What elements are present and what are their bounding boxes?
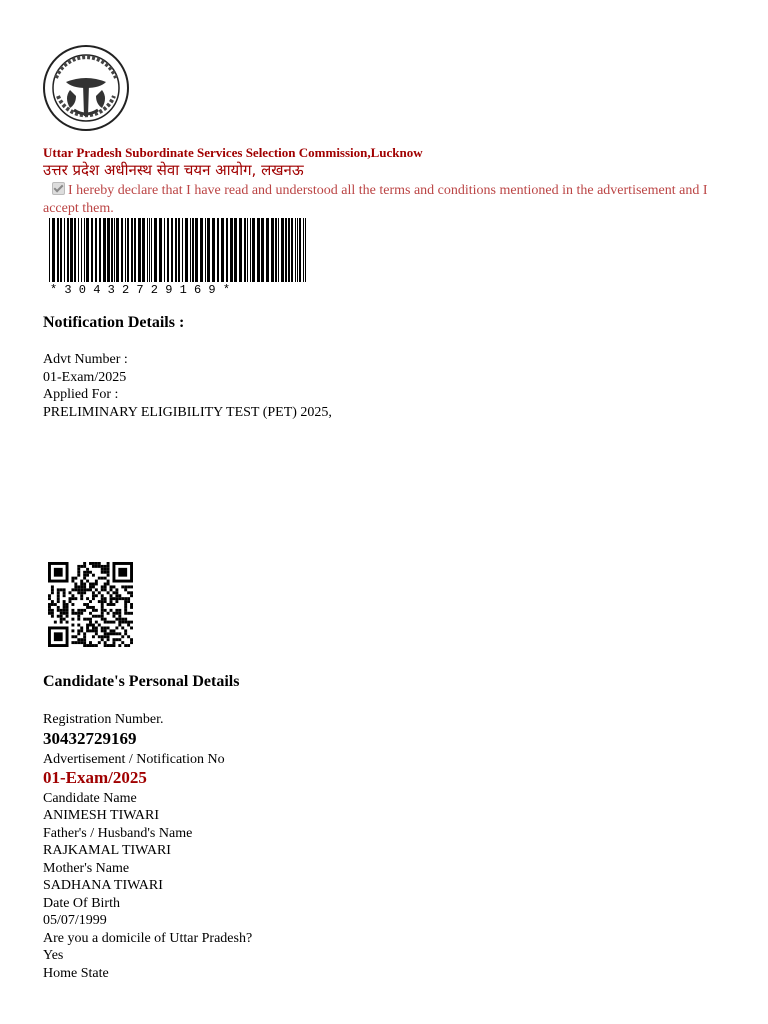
mother-name-value: SADHANA TIWARI bbox=[43, 878, 163, 893]
advt-number-value: 01-Exam/2025 bbox=[43, 370, 127, 385]
personal-details-heading: Candidate's Personal Details bbox=[43, 673, 240, 690]
dob-value: 05/07/1999 bbox=[43, 913, 107, 928]
declaration bbox=[43, 182, 733, 218]
org-name-hindi: उत्तर प्रदेश अधीनस्थ सेवा चयन आयोग, लखनऊ bbox=[43, 161, 304, 179]
notification-heading: Notification Details : bbox=[43, 314, 185, 331]
domicile-value: Yes bbox=[43, 948, 64, 963]
advt-number-label: Advt Number : bbox=[43, 352, 128, 367]
candidate-name-label: Candidate Name bbox=[43, 791, 137, 806]
advertisement-no-value: 01-Exam/2025 bbox=[43, 768, 147, 787]
father-name-label: Father's / Husband's Name bbox=[43, 826, 193, 841]
dob-label: Date Of Birth bbox=[43, 896, 120, 911]
father-name-value: RAJKAMAL TIWARI bbox=[43, 843, 171, 858]
org-name-english: Uttar Pradesh Subordinate Services Selection Commission,Lucknow bbox=[43, 145, 423, 160]
barcode-text: *30432729169* bbox=[50, 283, 238, 297]
declaration-checkbox[interactable] bbox=[52, 182, 65, 195]
home-state-label: Home State bbox=[43, 966, 109, 981]
registration-label: Registration Number. bbox=[43, 712, 164, 727]
domicile-label: Are you a domicile of Uttar Pradesh? bbox=[43, 931, 253, 946]
barcode-icon bbox=[48, 218, 310, 284]
applied-for-label: Applied For : bbox=[43, 387, 119, 402]
declaration-text: I hereby declare that I have read and understood all the terms and conditions mentioned in the advertisement and I accept them. bbox=[43, 183, 708, 216]
qr-code-icon bbox=[48, 562, 133, 647]
advertisement-no-label: Advertisement / Notification No bbox=[43, 752, 225, 767]
up-government-seal-icon bbox=[42, 44, 130, 132]
applied-for-value: PRELIMINARY ELIGIBILITY TEST (PET) 2025, bbox=[43, 405, 332, 420]
candidate-name-value: ANIMESH TIWARI bbox=[43, 808, 160, 823]
mother-name-label: Mother's Name bbox=[43, 861, 130, 876]
registration-value: 30432729169 bbox=[43, 729, 137, 748]
